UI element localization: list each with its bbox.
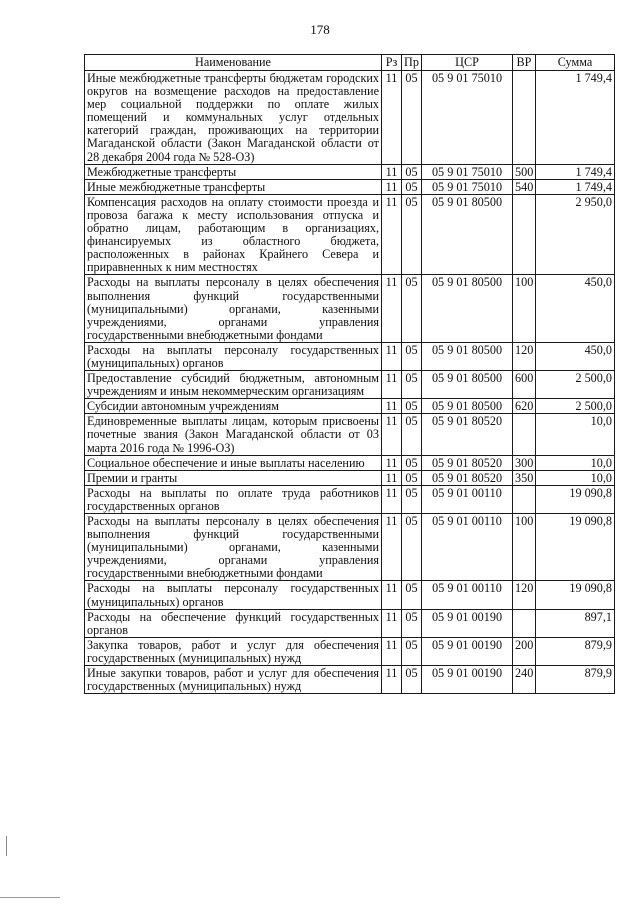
cell-pr: 05 [402,470,422,485]
cell-pr: 05 [402,342,422,370]
cell-rz: 11 [382,275,402,342]
cell-name: Расходы на обеспечение функций государственных органов [85,609,382,637]
cell-rz: 11 [382,71,402,165]
cell-vr: 350 [513,470,536,485]
table-row [85,342,615,370]
cell-name: Компенсация расходов на оплату стоимости проезда и провоза багажа к месту использования отпуска и обратно лицам, работающим в организациях, финансируемых из областного бюджета, расположенных в районах Крайнего Севера и приравненных к ним местностях [85,194,382,275]
cell-sum: 10,0 [536,470,615,485]
header-name: Наименование [85,55,382,71]
cell-pr: 05 [402,71,422,165]
cell-vr [513,485,536,513]
cell-rz: 11 [382,609,402,637]
scan-bottom-mark [0,897,60,898]
cell-sum: 1 749,4 [536,164,615,179]
table-body [85,71,615,694]
header-rz: Рз [382,55,402,71]
header-pr: Пр [402,55,422,71]
cell-pr: 05 [402,581,422,609]
cell-csr: 05 9 01 75010 [422,179,513,194]
cell-vr: 100 [513,514,536,581]
cell-csr: 05 9 01 80500 [422,342,513,370]
cell-sum: 879,9 [536,637,615,665]
cell-csr: 05 9 01 00110 [422,485,513,513]
cell-rz: 11 [382,399,402,414]
cell-pr: 05 [402,179,422,194]
cell-csr: 05 9 01 00190 [422,609,513,637]
cell-name: Закупка товаров, работ и услуг для обеспечения государственных (муниципальных) нужд [85,637,382,665]
cell-name: Расходы на выплаты по оплате труда работников государственных органов [85,485,382,513]
cell-sum: 19 090,8 [536,581,615,609]
cell-sum: 10,0 [536,414,615,455]
cell-sum: 450,0 [536,342,615,370]
table-row [85,470,615,485]
table-row [85,637,615,665]
cell-csr: 05 9 01 75010 [422,164,513,179]
cell-vr: 300 [513,455,536,470]
cell-rz: 11 [382,455,402,470]
cell-pr: 05 [402,455,422,470]
cell-csr: 05 9 01 00110 [422,581,513,609]
cell-pr: 05 [402,637,422,665]
cell-pr: 05 [402,194,422,275]
cell-vr: 200 [513,637,536,665]
cell-csr: 05 9 01 80520 [422,414,513,455]
cell-csr: 05 9 01 80500 [422,399,513,414]
cell-pr: 05 [402,514,422,581]
cell-sum: 2 950,0 [536,194,615,275]
header-sum: Сумма [536,55,615,71]
cell-sum: 2 500,0 [536,371,615,399]
table-row [85,609,615,637]
cell-name: Расходы на выплаты персоналу государственных (муниципальных) органов [85,342,382,370]
cell-rz: 11 [382,414,402,455]
cell-pr: 05 [402,275,422,342]
table-row [85,194,615,275]
table-row [85,581,615,609]
cell-pr: 05 [402,414,422,455]
cell-sum: 897,1 [536,609,615,637]
cell-name: Иные межбюджетные трансферты бюджетам городских округов на возмещение расходов на предоставление мер социальной поддержки по оплате жилых помещений и коммунальных услуг отдельных категорий граждан, проживающих на территории Магаданской области (Закон Магаданской области от 28 декабря 2004 года № 528-ОЗ) [85,71,382,165]
table-row [85,455,615,470]
table-row [85,371,615,399]
cell-csr: 05 9 01 75010 [422,71,513,165]
table-row [85,179,615,194]
cell-name: Межбюджетные трансферты [85,164,382,179]
cell-rz: 11 [382,581,402,609]
cell-pr: 05 [402,164,422,179]
scan-edge-mark [6,836,7,856]
cell-sum: 1 749,4 [536,71,615,165]
cell-rz: 11 [382,179,402,194]
cell-name: Предоставление субсидий бюджетным, автономным учреждениям и иным некоммерческим организациям [85,371,382,399]
cell-name: Расходы на выплаты персоналу в целях обеспечения выполнения функций государственными (муниципальными) органами, казенными учреждениями, органами управления государственными внебюджетными фондами [85,514,382,581]
cell-name: Расходы на выплаты персоналу государственных (муниципальных) органов [85,581,382,609]
cell-vr: 120 [513,581,536,609]
cell-rz: 11 [382,514,402,581]
cell-vr [513,414,536,455]
cell-vr [513,71,536,165]
table-row [85,414,615,455]
budget-table [84,54,615,694]
cell-pr: 05 [402,666,422,694]
cell-name: Социальное обеспечение и иные выплаты населению [85,455,382,470]
cell-pr: 05 [402,609,422,637]
table-row [85,666,615,694]
cell-sum: 879,9 [536,666,615,694]
cell-sum: 1 749,4 [536,179,615,194]
cell-name: Иные межбюджетные трансферты [85,179,382,194]
cell-pr: 05 [402,485,422,513]
cell-csr: 05 9 01 80500 [422,371,513,399]
cell-name: Иные закупки товаров, работ и услуг для обеспечения государственных (муниципальных) нужд [85,666,382,694]
cell-sum: 2 500,0 [536,399,615,414]
cell-csr: 05 9 01 00190 [422,666,513,694]
table-row [85,71,615,165]
cell-csr: 05 9 01 80520 [422,470,513,485]
cell-sum: 10,0 [536,455,615,470]
header-vr: ВР [513,55,536,71]
cell-csr: 05 9 01 80500 [422,194,513,275]
table-row [85,275,615,342]
cell-csr: 05 9 01 80520 [422,455,513,470]
table-row [85,485,615,513]
page-number: 178 [310,22,330,37]
cell-vr: 120 [513,342,536,370]
cell-rz: 11 [382,371,402,399]
cell-rz: 11 [382,637,402,665]
cell-sum: 450,0 [536,275,615,342]
cell-rz: 11 [382,470,402,485]
cell-vr [513,194,536,275]
cell-rz: 11 [382,666,402,694]
cell-vr [513,609,536,637]
cell-name: Субсидии автономным учреждениям [85,399,382,414]
cell-name: Расходы на выплаты персоналу в целях обеспечения выполнения функций государственными (муниципальными) органами, казенными учреждениями, органами управления государственными внебюджетными фондами [85,275,382,342]
cell-vr: 500 [513,164,536,179]
cell-pr: 05 [402,371,422,399]
cell-pr: 05 [402,399,422,414]
cell-vr: 240 [513,666,536,694]
header-csr: ЦСР [422,55,513,71]
cell-rz: 11 [382,485,402,513]
cell-vr: 100 [513,275,536,342]
cell-rz: 11 [382,342,402,370]
cell-sum: 19 090,8 [536,514,615,581]
cell-csr: 05 9 01 80500 [422,275,513,342]
table-row [85,399,615,414]
cell-csr: 05 9 01 00190 [422,637,513,665]
cell-name: Единовременные выплаты лицам, которым присвоены почетные звания (Закон Магаданской области от 03 марта 2016 года № 1996-ОЗ) [85,414,382,455]
cell-vr: 540 [513,179,536,194]
cell-csr: 05 9 01 00110 [422,514,513,581]
cell-sum: 19 090,8 [536,485,615,513]
cell-vr: 600 [513,371,536,399]
cell-rz: 11 [382,194,402,275]
table-row [85,164,615,179]
cell-rz: 11 [382,164,402,179]
table-row [85,514,615,581]
table-header-row [85,55,615,71]
cell-name: Премии и гранты [85,470,382,485]
cell-vr: 620 [513,399,536,414]
